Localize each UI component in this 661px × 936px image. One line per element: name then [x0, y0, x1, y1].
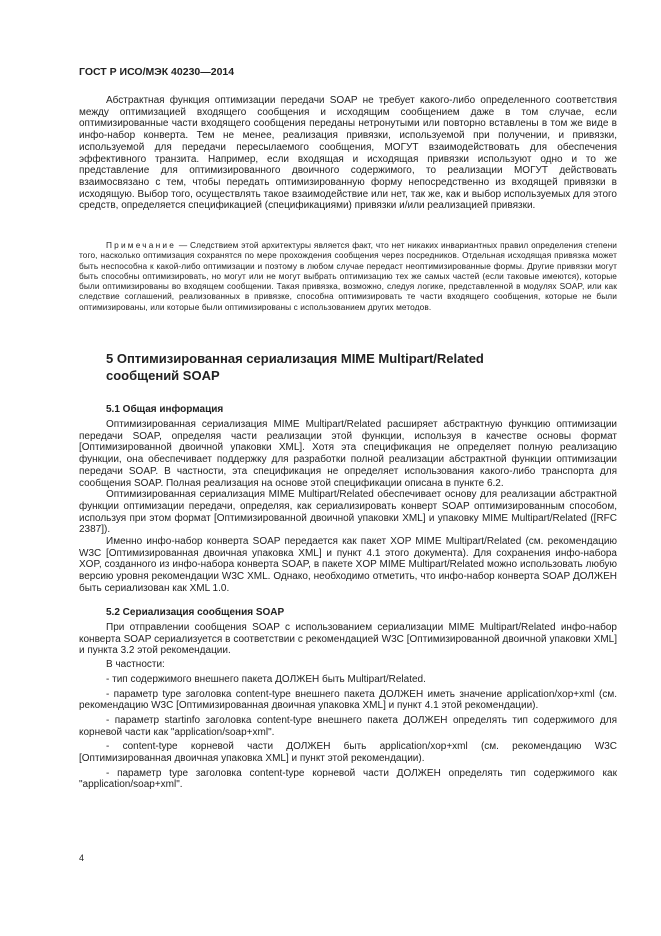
list-item: - параметр type заголовка content-type корневой части ДОЛЖЕН определять тип содержимого как "application/soap+xml". [79, 767, 617, 791]
section-title-line1: 5 Оптимизированная сериализация MIME Multipart/Related [106, 351, 484, 366]
list-item: - content-type корневой части ДОЛЖЕН быть application/xop+xml (см. рекомендацию W3C [Оптимизированная двоичная упаковка XML] и пункт этой рекомендации). [79, 741, 617, 765]
subsection-title: 5.1 Общая информация [106, 404, 224, 415]
paragraph: При отправлении сообщения SOAP с использованием сериализации MIME Multipart/Related инфо-набор конверта SOAP сериализуется в соответствии с рекомендацией W3C [Оптимизированной двоичной упаковки XML] и пункта 3.2 этой рекомендации. [79, 622, 617, 657]
paragraph: Именно инфо-набор конверта SOAP передается как пакет XOP MIME Multipart/Related (см. рекомендацию W3C [Оптимизированная двоичная упаковка XML] и пункт 4.1 этого документа). Для сохранения инфо-набора XOP, созданного из инфо-набора конверта SOAP, в пакете XOP MIME Multipart/Related можно использовать любую версию уровня рекомендации W3C XML. Однако, необходимо отметить, что инфо-набор конверта SOAP ДОЛЖЕН быть сериализован как XML 1.0. [79, 536, 617, 594]
note-text: — Следствием этой архитектуры является факт, что нет никаких инвариантных правил определения степени того, насколько оптимизация сохранятся по мере прохождения сообщения через посредников. Отдельная исходящая привязка может быть неспособна к какой-либо оптимизации и поэтому в любом случае передаст неоптимизированные формы. Другие привязки могут быть способны оптимизировать, но могут или не могут выбрать оптимизацию тех же самых частей (если таковые имеются), которые были оптимизированы во входящем сообщении. Такая привязка, возможно, следуя логике, представленной в модулях SOAP, или как следствие соглашений, реализованных в привязке, способна оптимизировать те части входящего сообщения, которые не были оптимизированы, или которые были оптимизированы с использованием других методов. [79, 240, 617, 312]
section-5-2 [79, 607, 617, 791]
paragraph: Абстрактная функция оптимизации передачи SOAP не требует какого-либо определенного соответствия между оптимизацией входящего сообщения и исходящим сообщением даже в том случае, если оптимизированные части входящего сообщения переданы нетронутыми или повторно вставлены в том же виде в инфо-набор конверта. Тем не менее, реализация привязки, используемой при получении, и привязки, используемой для передачи пересылаемого сообщения, МОГУТ взаимодействовать для обеспечения эффективного транзита. Например, если входящая и исходящая привязки используют одно и то же представление для оптимизированного двоичного содержимого, то реализации МОГУТ действовать взаимосвязано с тем, чтобы передать оптимизированную форму непосредственно из входящей привязки в исходящую. Выбор того, осуществлять такое взаимодействие или нет, так же, как и выбор используемых для этого средств, определяется спецификацией (спецификациями) привязки и/или реализацией привязки. [79, 95, 617, 212]
section-5-1 [79, 404, 617, 595]
note-label: Примечание [106, 240, 177, 250]
paragraph: В частности: [106, 659, 165, 671]
list-item: - параметр type заголовка content-type внешнего пакета ДОЛЖЕН иметь значение application/xop+xml (см. рекомендацию W3C [Оптимизированная двоичная упаковка XML] и пункт 4.1 этой рекомендации). [79, 688, 617, 712]
list-item: - тип содержимого внешнего пакета ДОЛЖЕН быть Multipart/Related. [106, 673, 426, 685]
list-item: - параметр startinfo заголовка content-type внешнего пакета ДОЛЖЕН определять тип содержимого для корневой части как "application/soap+xml". [79, 714, 617, 738]
section-5-heading [79, 350, 617, 384]
page-number: 4 [79, 853, 85, 863]
document-header: ГОСТ Р ИСО/МЭК 40230—2014 [79, 66, 235, 78]
intro-section [79, 95, 617, 212]
paragraph: Оптимизированная сериализация MIME Multipart/Related расширяет абстрактную функцию оптимизации передачи SOAP, определяя части реализации этой функции, используя в качестве основы формат [Оптимизированной двоичной упаковки XML]. Хотя эта спецификация не определяет полную реализацию функции, она обеспечивает поддержку для разработки полной реализации абстрактной функции оптимизации передачи SOAP. В частности, эта спецификация не определяет использования какого-либо транспорта для сообщения SOAP. Полная реализация на основе этой спецификации описана в пункте 6.2. [79, 419, 617, 489]
section-title-line2: сообщений SOAP [106, 368, 220, 383]
note [79, 240, 617, 312]
subsection-title: 5.2 Сериализация сообщения SOAP [106, 607, 285, 618]
paragraph: Оптимизированная сериализация MIME Multipart/Related обеспечивает основу для реализации абстрактной функции оптимизации передачи, определяя, как сериализировать конверт SOAP оптимизированным способом, используя при этом формат [Оптимизированной двоичной упаковки XML] и упаковку MIME Multipart/Related ([RFC 2387]). [79, 489, 617, 536]
